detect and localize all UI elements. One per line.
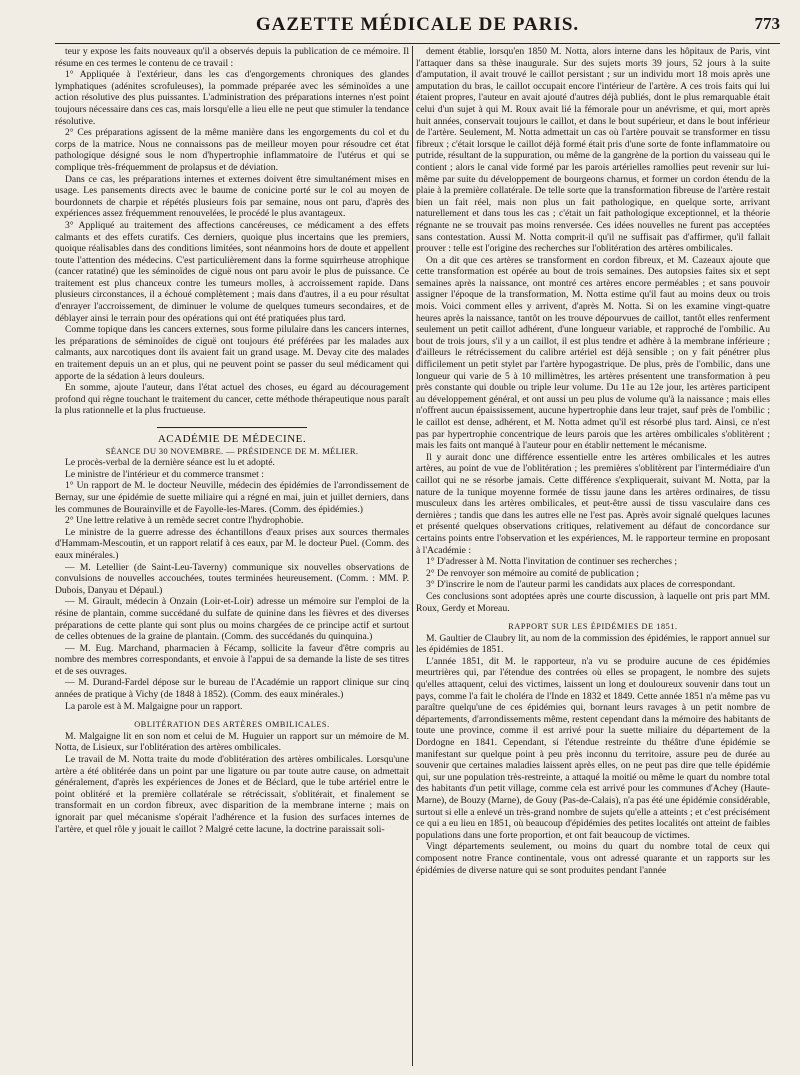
paragraph: 1° D'adresser à M. Notta l'invitation de continuer ses recherches ; <box>426 556 678 568</box>
paragraph: 3° D'inscrire le nom de l'auteur parmi les candidats aux places de correspondant. <box>426 579 736 591</box>
right-top-text <box>416 46 770 614</box>
academy-proceedings <box>55 457 409 712</box>
paragraph: 1° Appliquée à l'extérieur, dans les cas d'engorgements chroniques des glandes lymphatiques (adénites scrofuleuses), la pommade préparée avec les séminoïdes a une action résolutive des plus puissantes. L'administration des préparations internes n'est point toujours nécessaire dans ces cas, mais lorsqu'elle a lieu elle ne peut que stimuler la tendance résolutive. <box>55 69 409 127</box>
journal-title: GAZETTE MÉDICALE DE PARIS. <box>255 14 580 35</box>
paragraph: teur y expose les faits nouveaux qu'il a observés depuis la publication de ce mémoire. Il résume en ces termes le contenu de ce travail : <box>55 46 409 69</box>
paragraph: En somme, ajoute l'auteur, dans l'état actuel des choses, eu égard au découragement profond qui règne touchant le traitement du cancer, cette méthode thérapeutique nous paraît la plus rationnelle et la plus fructueuse. <box>55 382 409 417</box>
paragraph: — M. Girault, médecin à Onzain (Loir-et-Loir) adresse un mémoire sur l'emploi de la résine de plantain, comme succédané du sulfate de quinine dans les fièvres et des diverses préparations de cette plante qui sont plus ou moins chargées de ce principe actif et surtout de celles obtenues de la graine de plantain. (Comm. des succédanés du quinquina.) <box>55 596 409 643</box>
paragraph: M. Gaultier de Claubry lit, au nom de la commission des épidémies, le rapport annuel sur les épidémies de 1851. <box>416 632 770 656</box>
paragraph: Le ministre de l'intérieur et du commerce transmet : <box>65 468 264 480</box>
paragraph: 2° Une lettre relative à un remède secret contre l'hydrophobie. <box>65 515 304 527</box>
paragraph: Dans ce cas, les préparations internes et externes doivent être simultanément mises en usage. Les pansements directs avec le baume de conicine porté sur le col au moyen de bourdonnets de charpie et répétés plusieurs fois par semaine, nous ont paru, d'après des expériences assez fréquemment renouvelées, le procédé le plus avantageux. <box>55 173 409 220</box>
paragraph: 3° Appliqué au traitement des affections cancéreuses, ce médicament a des effets calmants et des effets curatifs. Ces derniers, quoique plus incertains que les premiers, quoique réalisables dans des conditions limitées, sont néanmoins hors de doute et appellent toute l'attention des médecins. C'est particulièrement dans la forme squirrheuse atrophique (cancer ratatiné) que les séminoïdes de ciguë nous ont paru avoir le plus de puissance. Ce traitement est plus chanceux contre les tumeurs molles, à accroissement rapide. Dans plusieurs circonstances, il a échoué complètement ; mais dans d'autres, il a eu pour résultat d'enrayer l'accroissement, de diminuer le volume de quelques tumeurs secondaires, et de déblayer ainsi le terrain pour des opérations qui ont été pratiquées plus tard. <box>55 219 409 324</box>
epidemics-report-text <box>416 633 770 876</box>
paragraph: 2° De renvoyer son mémoire au comité de publication ; <box>426 567 639 579</box>
paragraph: dement établie, lorsqu'en 1850 M. Notta, alors interne dans les hôpitaux de Paris, vint l'attaquer dans sa thèse inaugurale. Sur des sujets morts 39 jours, 52 jours à la suite d'amputation, il avait trouvé le caillot persistant ; sur un individu mort 18 mois après une amputation du bras, le caillot occupait encore l'intérieur de l'artère. A ces trois faits qui lui étaient propres, l'auteur en avait ajouté d'autres déjà publiés, dont le plus remarquable était celui d'un sujet à qui M. Roux avait lié la fémorale pour un anévrisme, et qui, mort après huit années, conservait toujours le caillot, et dans le bout supérieur, et dans le bout inférieur de l'artère. Seulement, M. Notta admettait un cas où l'artère pouvait se transformer en tissu fibreux ; c'était lorsque le caillot déjà formé était pris d'une sorte de fonte inflammatoire ou putride, résultant de la suppuration, ou même de la gangrène de la portion du vaisseau qui le contient ; alors le canal vide formé par les parois artérielles ramollies peut revenir sur lui-même par suite du développement de bourgeons charnus, et former un cordon étendu de la plaie à la première collatérale. De telle sorte que la transformation fibreuse de l'artère restait bien un fait réel, mais non plus un fait pathologique, en quelque sorte, arrivant naturellement et dans tous les cas ; c'était un fait pathologique exceptionnel, et la théorie régnante ne se trouvait pas moins renversée. Ces idées nouvelles ne furent pas acceptées sans contestation. Aussi M. Notta comprit-il qu'il ne suffisait pas d'affirmer, qu'il fallait prouver : telle est l'origine des recherches sur l'oblitération des artères ombilicales. <box>416 46 770 255</box>
paragraph: M. Malgaigne lit en son nom et celui de M. Huguier un rapport sur un mémoire de M. Notta, de Lisieux, sur l'oblitération des artères ombilicales. <box>55 730 409 754</box>
paragraph: — M. Eug. Marchand, pharmacien à Fécamp, sollicite la faveur d'être compris au nombre des membres correspondants, et envoie à l'appui de sa demande la liste de ses titres et de ses ouvrages. <box>55 642 409 677</box>
section-title-epidemics: RAPPORT SUR LES ÉPIDÉMIES DE 1851. <box>508 622 678 632</box>
paragraph: — M. Durand-Fardel dépose sur le bureau de l'Académie un rapport clinique sur cinq années de pratique à Vichy (de 1848 à 1852). (Comm. des eaux minérales.) <box>55 677 409 701</box>
paragraph: Le procès-verbal de la dernière séance est lu et adopté. <box>65 457 275 469</box>
section-divider <box>157 427 307 428</box>
paragraph: Vingt départements seulement, ou moins du quart du nombre total de ceux qui composent notre France continentale, vous ont adressé quarante et un rapports sur les épidémies de diverse nature qui se sont produites pendant l'année <box>416 841 770 876</box>
paragraph: Le ministre de la guerre adresse des échantillons d'eaux prises aux sources thermales d'Hammam-Mescoutin, et un rapport relatif à ces eaux, par M. le docteur Puel. (Comm. des eaux minérales.) <box>55 526 409 561</box>
obliteration-report-text <box>55 731 409 835</box>
right-column <box>416 46 770 1066</box>
paragraph: — M. Letellier (de Saint-Leu-Taverny) communique six nouvelles observations de convulsions de nouvelles accouchées, toutes terminées heureusement. (Comm. : MM. P. Dubois, Danyau et Dépaul.) <box>55 561 409 596</box>
paragraph: Comme topique dans les cancers externes, sous forme pilulaire dans les cancers internes, les préparations de séminoïdes de ciguë ont toujours été préférées par les malades aux calmants, aux narcotiques dont ils avaient fait un grand usage. M. Devay cite des malades en traitement depuis un an et plus, qui ne peuvent point se passer du seul médicament qui apporte de la sédation à leurs douleurs. <box>55 324 409 382</box>
page-number: 773 <box>754 14 780 33</box>
paragraph: Ces conclusions sont adoptées après une courte discussion, à laquelle ont pris part MM. Roux, Gerdy et Moreau. <box>416 590 770 614</box>
seance-line: SÉANCE DU 30 NOVEMBRE. — PRÉSIDENCE DE M. MÉLIER. <box>105 445 359 456</box>
paragraph: 2° Ces préparations agissent de la même manière dans les engorgements du col et du corps de la matrice. Nous ne connaissons pas de meilleur moyen pour résoudre cet état pathologique désigné sous le nom d'hypertrophie inflammatoire de l'utérus et qui se complique très-fréquemment de prolapsus et de déviation. <box>55 127 409 173</box>
paragraph: On a dit que ces artères se transforment en cordon fibreux, et M. Cazeaux ajoute que cette transformation est opérée au bout de trois semaines. Des autopsies faites six et sept semaines après la naissance, ont montré ces artères encore perméables ; et sans pouvoir assigner l'époque de la transformation, M. Notta estime qu'il faut au moins deux ou trois mois. Voici comment elles y arrivent, d'après M. Notta. Si on les examine vingt-quatre heures après la naissance, tantôt on les trouve dépourvues de caillot, tantôt elles renferment seulement un petit caillot adhérent, d'une longueur variable, et rapproché de l'ombilic. Au bout de trois jours, s'il y a un caillot, il est plus tendre et adhère à la membrane inférieure ; d'ailleurs le rétrécissement du calibre artériel est déjà sensible ; on y fait pénétrer plus difficilement un petit stylet par l'artère hypogastrique. De plus, près de l'ombilic, dans une longueur qui varie de 5 à 10 millimètres, les artères présentent une transformation à peu près constante qui double ou triple leur volume. Du 11e au 12e jour, les artères participent au développement général, et ont aussi un peu plus de volume qu'à la naissance ; mais elles n'offrent aucun épaississement, aucune hypertrophie dans leur trajet, sauf près de l'ombilic ; le caillot est dense, adhérent, et M. Notta admet qu'il est résorbé plus tard. Ainsi, ce n'est pas par hypertrophie concentrique de leurs parois que les artères ombilicales s'oblitèrent ; mais les faits ont manqué à l'auteur pour en établir nettement le mécanisme. <box>416 254 770 452</box>
header-rule <box>55 43 780 44</box>
paragraph: Le travail de M. Notta traite du mode d'oblitération des artères ombilicales. Lorsqu'une artère a été oblitérée dans un point par une ligature ou par toute autre cause, on admettait généralement, d'après les expériences de Jones et de Béclard, que le tube artériel entre le point oblitéré et la première collatérale se rétrécissait, s'oblitérait, et finalement se transformait en un cordon fibreux, avec disparition de la membrane interne ; mais on ignorait par quel mécanisme s'opérait l'adhérence et la fusion des surfaces internes de l'artère, et quel rôle y jouait le caillot ? Malgré cette lacune, la doctrine paraissait soli- <box>55 754 409 835</box>
left-top-text <box>55 46 409 417</box>
column-divider <box>412 46 413 1066</box>
academy-title: ACADÉMIE DE MÉDECINE. <box>157 433 307 445</box>
page-header <box>55 10 780 44</box>
section-title-obliteration: OBLITÉRATION DES ARTÈRES OMBILICALES. <box>134 720 330 730</box>
left-column <box>55 46 409 1066</box>
paragraph: 1° Un rapport de M. le docteur Neuville, médecin des épidémies de l'arrondissement de Bernay, sur une épidémie de suette miliaire qui a régné en mai, juin et juillet derniers, dans les communes de Bourainville et de Fayolle-les-Mares. (Comm. des épidémies.) <box>55 480 409 515</box>
paragraph: Il y aurait donc une différence essentielle entre les artères ombilicales et les autres artères, au point de vue de l'oblitération ; les premières s'oblitèrent par l'intermédiaire d'un caillot qui ne se résorbe jamais. Cette différence s'expliquerait, suivant M. Notta, par la nature de la tunique moyenne formée de tissu jaune dans les artères ordinaires, de tissu musculeux dans les artères ombilicales, et peut-être aussi de tissu vasculaire dans ces dernières ; tandis que dans les autres elle ne l'est pas. Après avoir signalé quelques lacunes et présenté quelques observations critiques, relativement au défaut de concordance sur certains points entre l'observation et les expériences, M. le rapporteur termine en proposant à l'Académie : <box>416 451 770 556</box>
paragraph: L'année 1851, dit M. le rapporteur, n'a vu se produire aucune de ces épidémies meurtrières qui, par l'étendue des contrées où elles se propagent, le nombre des sujets qu'elles attaquent, celui des victimes, laissent un long et douloureux souvenir dans tout un pays, comme l'a fait le choléra de l'Inde en 1832 et 1849. Cette année 1851 n'a même pas vu paraître quelqu'une de ces épidémies qui, bornant leurs ravages à un petit nombre de départements, d'arrondissements même, restent cependant dans la mémoire des habitants de toute une province, comme il est arrivé pour la suette miliaire du département de la Dordogne en 1841. Cependant, si l'étendue restreinte du théâtre d'une épidémie se manifestant sur quelque point à peu près inconnu du territoire, assure peu de durée au souvenir que certaines maladies laissent après elles, on ne peut pas dire que telle épidémie qui, sur une population très-restreinte, a attaqué la moitié ou même le quart du nombre total des habitants d'un petit village, comme cela est arrivé pour les communes d'Achey (Haute-Marne), de Bouzy (Marne), de Gouy (Pas-de-Calais), n'a pas été une épidémie considérable, surtout si elle a enlevé un très-grand nombre de sujets qu'elle a atteints ; et c'est précisément ce qui a eu lieu en 1851, où beaucoup d'épidémies des petites localités ont atteint de faibles populations dans une forte proportion, et ont fait beaucoup de victimes. <box>416 655 770 841</box>
paragraph: La parole est à M. Malgaigne pour un rapport. <box>65 700 243 712</box>
